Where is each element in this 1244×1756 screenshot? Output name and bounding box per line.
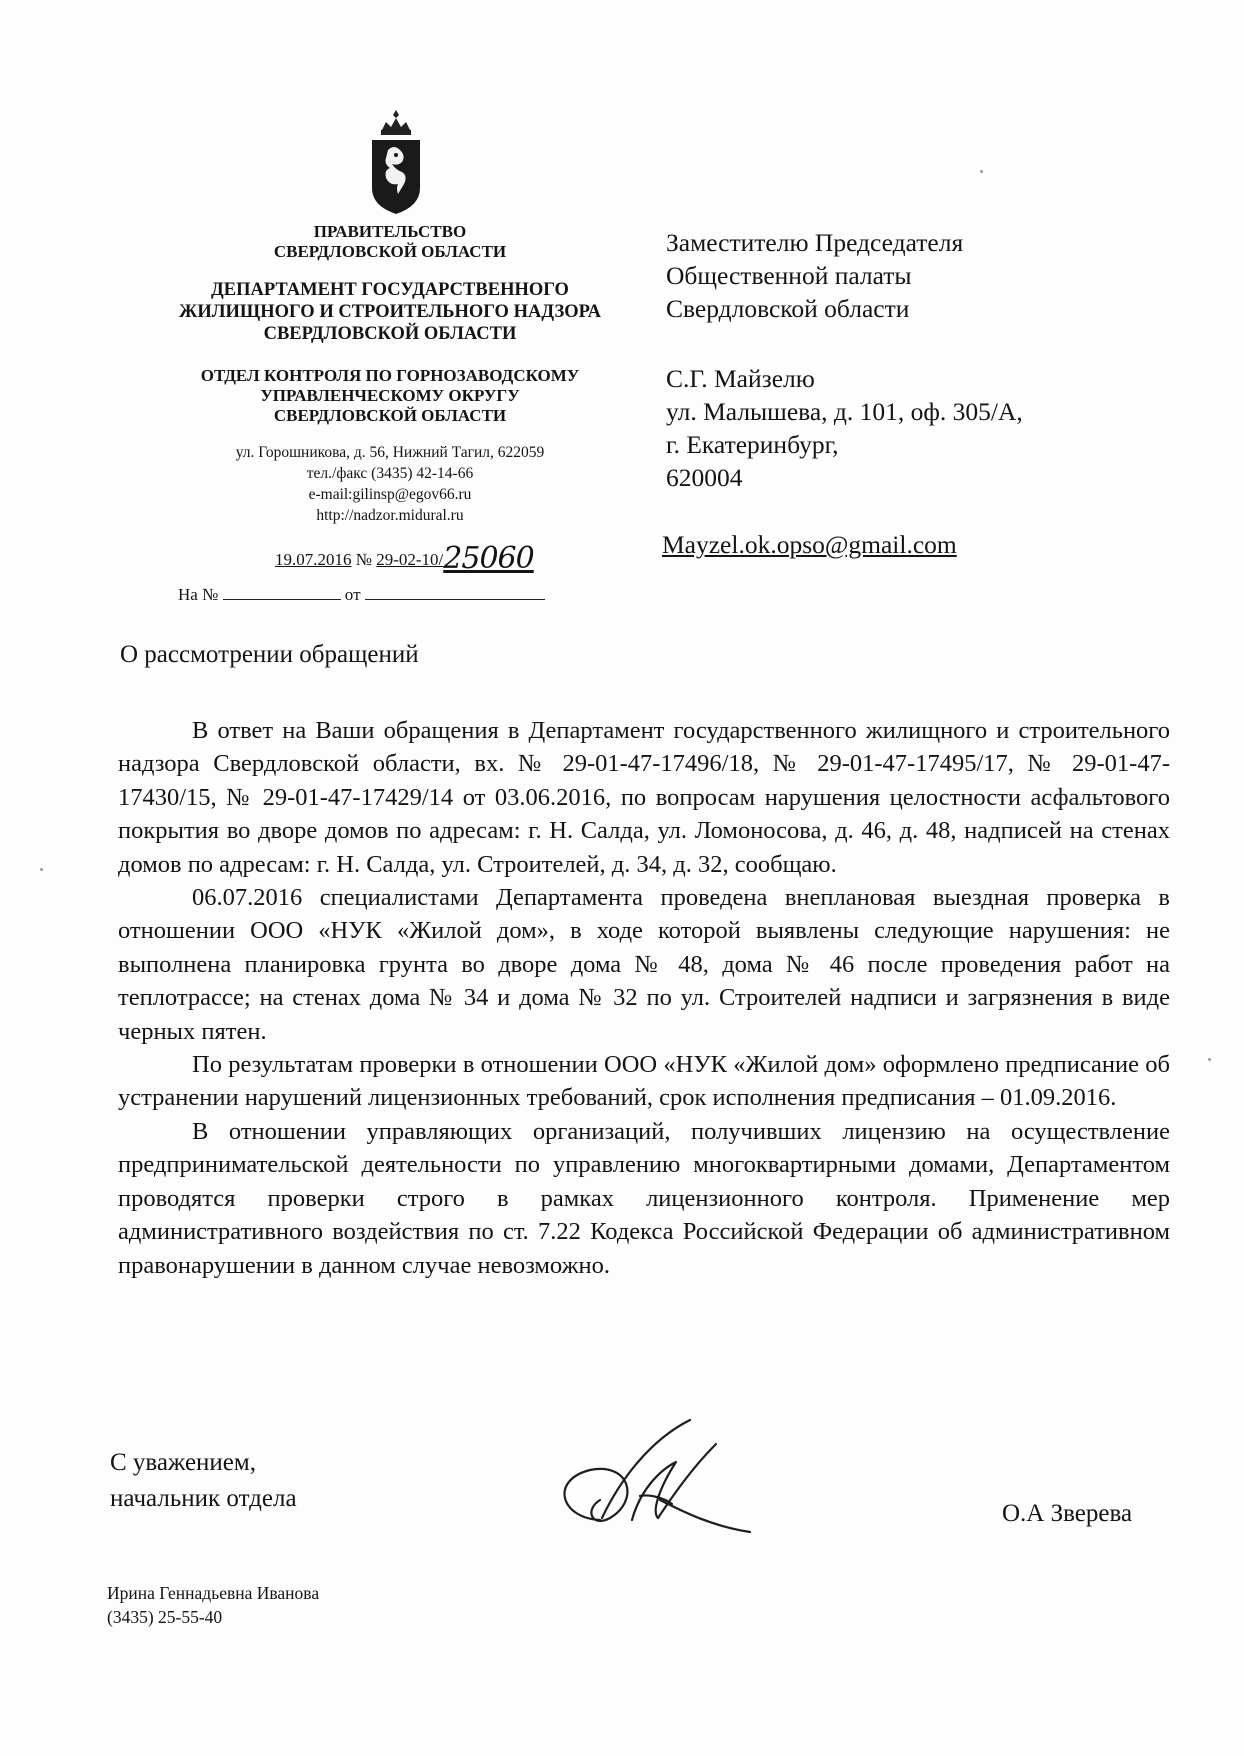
addressee-name: С.Г. Майзелю [666, 364, 815, 393]
government-line-1: ПРАВИТЕЛЬСТВО [313, 222, 467, 241]
addressee-email-link[interactable]: Mayzel.ok.opso@gmail.com [662, 530, 957, 559]
sender-address: ул. Горошникова, д. 56, Нижний Тагил, 622059 [235, 444, 545, 461]
scan-speck [1208, 1058, 1211, 1061]
scan-speck [40, 868, 43, 871]
sender-phone: тел./факс (3435) 42-14-66 [306, 465, 474, 482]
executor-phone: (3435) 25-55-40 [107, 1607, 223, 1627]
reference-number-blank [223, 585, 341, 600]
letter-subject: О рассмотрении обращений [120, 641, 419, 668]
body-paragraph-4: В отношении управляющих организаций, получивших лицензию на осуществление предпринимательской деятельности по управлению многоквартирными домами, Департаментом проводятся проверки строго в рамках лицензионного контроля. Применение мер административного воздействия по ст. 7.22 Кодекса Российской Федерации об административном правонарушении в данном случае невозможно. [118, 1117, 1170, 1279]
addressee-line-3: Свердловской области [666, 294, 910, 323]
letterhead-government [150, 222, 630, 262]
body-paragraph-2: 06.07.2016 специалистами Департамента проведена внеплановая выездная проверка в отношении ООО «НУК «Жилой дом», в ходе которой выявлены следующие нарушения: не выполнена планировка грунта во дворе дома № 48, дома № 46 после проведения работ на теплотрассе; на стенах дома № 34 и дома № 32 по ул. Строителей надписи и загрязнения в виде черных пятен. [118, 884, 1170, 1045]
body-paragraph-1: В ответ на Ваши обращения в Департамент государственного жилищного и строительного надзора Свердловской области, вх. № 29-01-47-17496/18, № 29-01-47-17495/17, № 29-01-47-17430/15, № 29-01-47-17429/14 от 03.06.2016, по вопросам нарушения целостности асфальтового покрытия во дворе домов по адресам: г. Н. Салда, ул. Ломоносова, д. 46, д. 48, надписей на стенах домов по адресам: г. Н. Салда, ул. Строителей, д. 34, д. 32, сообщаю. [118, 717, 1170, 878]
addressee-postcode: 620004 [666, 463, 743, 492]
department-line-2: ЖИЛИЩНОГО И СТРОИТЕЛЬНОГО НАДЗОРА [179, 302, 601, 322]
government-line-2: СВЕРДЛОВСКОЙ ОБЛАСТИ [273, 242, 507, 261]
division-line-1: ОТДЕЛ КОНТРОЛЯ ПО ГОРНОЗАВОДСКОМУ [200, 366, 580, 385]
executor-block [107, 1581, 319, 1629]
sender-website: http://nadzor.midural.ru [316, 507, 464, 524]
body-paragraph-3: По результатам проверки в отношении ООО «НУК «Жилой дом» оформлено предписание об устранении нарушений лицензионных требований, срок исполнения предписания – 01.09.2016. [118, 1051, 1170, 1112]
addressee-line-1: Заместителю Председателя [666, 228, 964, 257]
executor-name: Ирина Геннадьевна Иванова [107, 1583, 320, 1603]
reference-date-blank [365, 585, 545, 600]
letterhead-division [150, 366, 630, 426]
department-line-1: ДЕПАРТАМЕНТ ГОСУДАРСТВЕННОГО [211, 280, 569, 300]
addressee-city: г. Екатеринбург, [666, 430, 839, 459]
reference-from-label: от [344, 585, 361, 604]
letterhead-department [150, 279, 630, 345]
document-number-prefix: 29-02-10/ [376, 550, 444, 569]
division-line-3: СВЕРДЛОВСКОЙ ОБЛАСТИ [273, 406, 507, 425]
signer-name: О.А Зверева [1002, 1500, 1133, 1527]
document-number-handwritten: 25060 [443, 541, 534, 576]
addressee-position [666, 226, 963, 325]
coat-of-arms-emblem [368, 108, 424, 216]
outgoing-date-number [275, 538, 534, 576]
addressee-line-2: Общественной палаты [666, 261, 912, 290]
sender-email: e-mail:gilinsp@egov66.ru [308, 486, 472, 503]
number-sign: № [355, 550, 372, 569]
addressee-street: ул. Малышева, д. 101, оф. 305/А, [666, 397, 1023, 426]
handwritten-signature [540, 1400, 760, 1560]
signer-position: начальник отдела [110, 1485, 297, 1512]
scan-speck [980, 170, 983, 173]
document-date: 19.07.2016 [275, 550, 352, 569]
reference-line [178, 585, 545, 605]
addressee-address [666, 362, 1023, 494]
reference-number-label: На № [178, 585, 219, 604]
division-line-2: УПРАВЛЕНЧЕСКОМУ ОКРУГУ [260, 386, 520, 405]
closing-phrase: С уважением, [110, 1449, 256, 1476]
signature-left-block [110, 1445, 297, 1517]
department-line-3: СВЕРДЛОВСКОЙ ОБЛАСТИ [263, 324, 517, 344]
letter-body [118, 714, 1170, 1282]
letterhead-contacts [180, 442, 600, 526]
